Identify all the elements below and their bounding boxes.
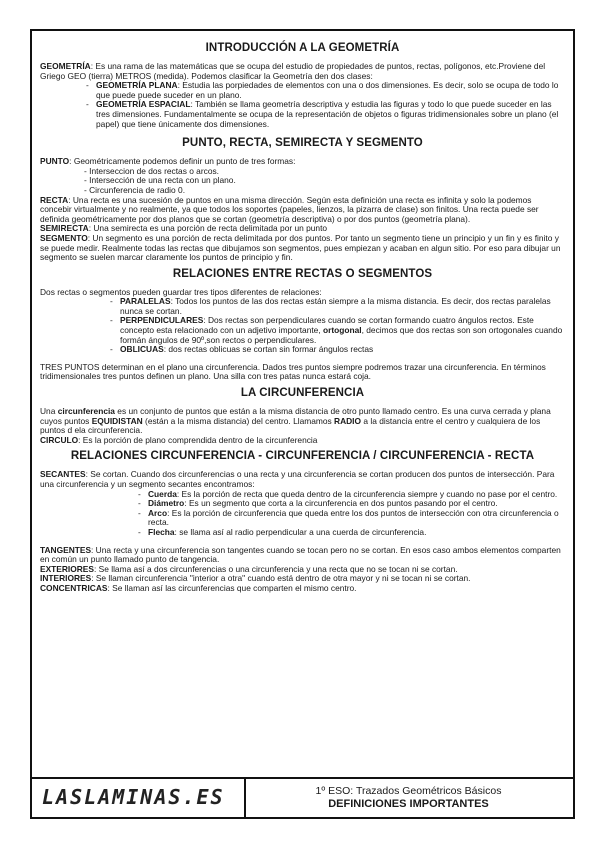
term-recta: RECTA <box>40 194 69 205</box>
text-punto: : Geométricamente podemos definir un punto de tres formas: <box>69 156 296 167</box>
list-item: - GEOMETRÍA PLANA: Estudia las porpiedades de elementos con una o dos dimensiones. Es decir, solo se ocupa de todo lo que puede puede suceder en un plano. <box>86 80 559 100</box>
text-ortogonal: , decimos que dos rectas son son ortogonales cuando formán ángulos de 90º,son rectos o perpendiculares. <box>120 325 563 345</box>
list-item: - Diámetro: Es un segmento que corta a la circunferencia en dos puntos pasando por el centro. <box>138 498 498 509</box>
sheet-title: DEFINICIONES IMPORTANTES <box>328 798 489 810</box>
term-circunferencia: circunferencia <box>57 406 115 417</box>
text-paralelas: : Todos los puntos de las dos rectas están siempre a la misma distancia. Es decir, dos rectas paralelas nunca se cortan. <box>120 296 551 316</box>
text-secantes: : Se cortan. Cuando dos circunferencias o una recta y una circunferencia se cortan producen dos puntos de intersección. Para una circunferencia y un segmento secantes encontramos: <box>40 469 555 489</box>
paragraph-relaciones-intro: Dos rectas o segmentos pueden guardar tres tipos diferentes de relaciones: <box>40 286 322 297</box>
text-span: es un conjunto de puntos que están a la misma distancia de otro punto llamado centro. Es una curva cerrada y plana cuyos puntos <box>40 406 551 426</box>
text-arco: : Es la porción de circunferencia que queda entre los dos puntos de intersección con otra circunferencia o recta. <box>148 507 559 528</box>
text-diametro: : Es un segmento que corta a la circunferencia en dos puntos pasando por el centro. <box>184 498 498 509</box>
term-paralelas: PARALELAS <box>120 296 171 307</box>
text-tangentes: : Una recta y una circunferencia son tangentes cuando se tocan pero no se cortan. En esos caso ambos elementos comparten en común un punto llamado punto de tangencia. <box>40 544 561 565</box>
text-oblicuas: : dos rectas oblicuas se cortan sin formar ángulos rectas <box>163 344 374 355</box>
paragraph-concentricas <box>40 584 565 594</box>
term-flecha: Flecha <box>148 526 175 537</box>
paragraph-segmento <box>40 234 565 263</box>
list-item: - PARALELAS: Todos los puntos de las dos rectas están siempre a la misma distancia. Es decir, dos rectas paralelas nunca se cortan. <box>110 296 551 316</box>
term-secantes: SECANTES <box>40 469 86 480</box>
list-punto <box>40 167 565 196</box>
text-semirecta: : Una semirecta es una porción de recta delimitada por un punto <box>88 223 328 234</box>
text-span: Una <box>40 406 58 417</box>
term-circulo: CIRCULO <box>40 434 79 445</box>
term-perpendiculares: PERPENDICULARES <box>120 315 204 326</box>
text-circulo: : Es la porción de plano comprendida dentro de la circunferencia <box>78 434 318 445</box>
term-ortogonal: ortogonal <box>323 325 362 336</box>
term-cuerda: Cuerda <box>148 488 177 499</box>
term-diametro: Diámetro <box>148 498 185 509</box>
term-geometria-plana: GEOMETRÍA PLANA <box>96 80 178 91</box>
text-exteriores: : Se llama así a dos circunferencias o una circunferencia y una recta que no se tocan ni se cortan. <box>93 563 458 574</box>
term-geometria-espacial: GEOMETRÍA ESPACIAL <box>96 99 191 110</box>
list-geometria-types <box>40 81 565 129</box>
list-item: - Intersección de una recta con un plano. <box>84 175 236 186</box>
paragraph-tres-puntos: TRES PUNTOS determinan en el plano una circunferencia. Dados tres puntos siempre podremos trazar una circunferencia. En términos tridimensionales tres puntos definen un plano. Una silla con tres patas nunca estará coja. <box>40 361 546 382</box>
footer-title <box>244 779 573 817</box>
term-oblicuas: OBLICUAS <box>120 344 164 355</box>
text-concentricas: : Se llaman así las circunferencias que comparten el mismo centro. <box>107 582 357 593</box>
list-item: - OBLICUAS: dos rectas oblicuas se cortan sin formar ángulos rectas <box>110 344 374 355</box>
worksheet-content <box>40 37 565 779</box>
text-span: a la distancia entre el centro y cualquiera de los puntos d ela circunferencia. <box>40 415 541 436</box>
list-secantes <box>40 490 565 538</box>
term-geometria: GEOMETRÍA <box>40 61 91 71</box>
paragraph-circulo <box>40 436 565 446</box>
paragraph-geometria <box>40 62 565 81</box>
course-line: 1º ESO: Trazados Geométricos Básicos <box>315 785 502 797</box>
section-title-intro: INTRODUCCIÓN A LA GEOMETRÍA <box>205 42 400 54</box>
footer <box>32 777 573 817</box>
text-interiores: : Se llaman circunferencia "interior a otra" cuando está dentro de otra mayor y ni se tocan ni se cortan. <box>91 573 471 584</box>
text-span: (están a la misma distancia) del centro. Llamamos <box>142 415 335 426</box>
section-title-relaciones-circunferencia: RELACIONES CIRCUNFERENCIA - CIRCUNFERENCIA / CIRCUNFERENCIA - RECTA <box>70 450 535 463</box>
text-flecha: : se llama así al radio perpendicular a una cuerda de circunferencia. <box>174 526 427 537</box>
list-item: - Flecha: se llama así al radio perpendicular a una cuerda de circunferencia. <box>138 526 427 537</box>
list-relaciones <box>40 297 565 355</box>
section-title-circunferencia: LA CIRCUNFERENCIA <box>240 387 365 400</box>
list-item: - Circunferencia de radio 0. <box>84 184 186 195</box>
term-radio: RADIO <box>334 415 362 426</box>
term-punto: PUNTO <box>40 156 70 167</box>
paragraph-recta <box>40 196 565 225</box>
list-item: - GEOMETRÍA ESPACIAL: También se llama geometría descriptiva y estudia las figuras y todo lo que puede suceder en las tres dimensiones. Fundamentalmente se ocupa de la representación de objetos o figuras tridimensionales sobre un plano (el papel) que tiene únicamente dos dimensiones. <box>86 99 559 129</box>
term-arco: Arco <box>148 507 168 518</box>
term-exteriores: EXTERIORES <box>40 563 94 574</box>
section-title-punto: PUNTO, RECTA, SEMIRECTA Y SEGMENTO <box>182 137 423 150</box>
list-item: - Interseccion de dos rectas o arcos. <box>84 165 219 176</box>
term-equidistan: EQUIDISTAN <box>91 415 143 426</box>
logo-box <box>32 779 246 817</box>
section-title-relaciones: RELACIONES ENTRE RECTAS O SEGMENTOS <box>172 267 433 280</box>
list-item: - Arco: Es la porción de circunferencia que queda entre los dos puntos de intersección con otra circunferencia o recta. <box>138 507 559 528</box>
list-item: - Cuerda: Es la porción de recta que queda dentro de la circunferencia siempre y cuando no pase por el centro. <box>138 488 558 499</box>
worksheet-frame <box>30 29 575 819</box>
term-tangentes: TANGENTES <box>40 544 92 555</box>
paragraph-tangentes <box>40 546 565 565</box>
text-recta: : Una recta es una sucesión de puntos en una misma dirección. Según esta definición una recta es infinita y solo la podemos concebir virtualmente y no realmente, ya que todos los soportes (papeles, lienzos, la pizarra de clase) son finitos. Una recta puede ser definida geométricamente por dos planos que se cortan (geometría descriptiva) o por dos puntos (geometría plana). <box>40 194 539 224</box>
paragraph-circunferencia <box>40 407 565 436</box>
term-segmento: SEGMENTO <box>40 232 88 243</box>
site-logo: LASLAMINAS.ES <box>42 785 225 809</box>
text-segmento: : Un segmento es una porción de recta delimitada por dos puntos. Por tanto un segmento tiene un principio y un fin y es finito y se puede medir. Realmente todas las rectas que dibujamos son segmentos, pues empiezan y acaban en algun sitio. Por eso para dibujar un segmento se suelen marcar claramente los puntos de principio y fin. <box>40 232 561 263</box>
text-geometria: : Es una rama de las matemáticas que se ocupa del estudio de propiedades de puntos, rectas, polígonos, etc.Proviene del Griego GEO (tierra) METROS (medida). Podemos clasificar la Geometría den dos clases: <box>40 61 546 81</box>
text-geometria-espacial: : También se llama geometría descriptiva y estudia las figuras y todo lo que puede suceder en las tres dimensiones. Fundamentalmente se ocupa de la representación de objetos o figuras tridimensionales sobre un plano (el papel) que tiene únicamente dos dimensiones. <box>96 99 559 129</box>
term-semirecta: SEMIRECTA <box>40 223 89 234</box>
text-cuerda: : Es la porción de recta que queda dentro de la circunferencia siempre y cuando no pase por el centro. <box>176 488 558 499</box>
paragraph-secantes <box>40 470 565 489</box>
list-item: - PERPENDICULARES: Dos rectas son perpendiculares cuando se cortan formando cuatro ángulos rectos. Este concepto esta relacionado con un adjetivo importante, ortogonal, decimos que dos rectas son son ortogonales cuando formán ángulos de 90º,son rectos o perpendiculares. <box>110 315 563 345</box>
term-concentricas: CONCENTRICAS <box>40 582 108 593</box>
term-interiores: INTERIORES <box>40 573 92 584</box>
text-perpendiculares: : Dos rectas son perpendiculares cuando se cortan formando cuatro ángulos rectos. Este concepto esta relacionado con un adjetivo importante, <box>120 315 534 336</box>
text-geometria-plana: : Estudia las porpiedades de elementos con una o dos dimensiones. Es decir, solo se ocupa de todo lo que puede puede suceder en un plano. <box>96 80 559 100</box>
